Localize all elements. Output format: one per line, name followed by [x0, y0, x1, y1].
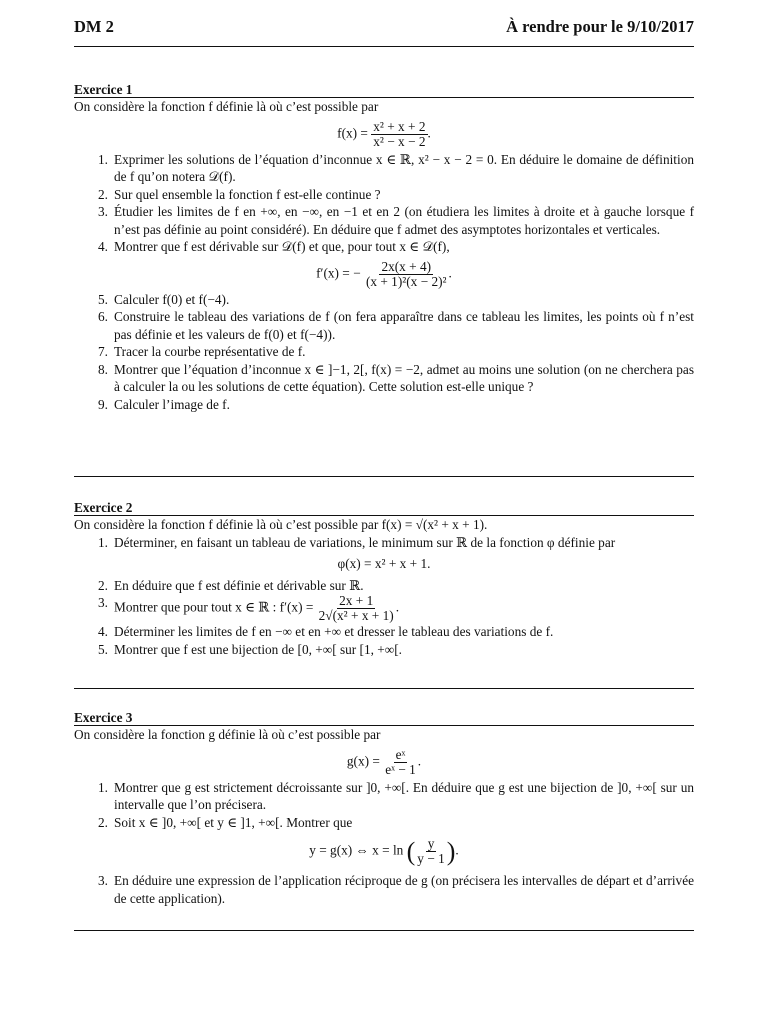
exercise-title: Exercice 2 [74, 500, 694, 516]
list-item: 1. Montrer que g est strictement décroissante sur ]0, +∞[. En déduire que g est une bijection de ]0, +∞[ sur un intervalle que l’on précisera. [98, 779, 694, 812]
assignment-title: DM 2 [74, 17, 114, 36]
list-item: 2. Sur quel ensemble la fonction f est-elle continue ? [98, 186, 381, 202]
list-item: 9. Calculer l’image de f. [98, 396, 230, 412]
list-item: 4. Déterminer les limites de f en −∞ et en +∞ et dresser le tableau des variations de f. [98, 624, 554, 639]
list-item: 1. Déterminer, en faisant un tableau de variations, le minimum sur ℝ de la fonction φ définie par [98, 534, 616, 550]
list-item: 6. Construire le tableau des variations de f (on fera apparaître dans ce tableau les limites, les points où f n’est pas définie et les valeurs de f(0) et f(−4)). [98, 309, 694, 342]
equation: φ(x) = x² + x + 1. [337, 556, 431, 571]
divider [74, 930, 694, 931]
divider [74, 688, 694, 689]
divider [74, 476, 694, 477]
equation: f(x) = $\frac{\text{x² + x + 2}}{\text{x² − x − 2}}$ . [337, 118, 431, 149]
list-item: 5. Calculer f(0) et f(−4). [98, 291, 230, 307]
list-item: 2. En déduire que f est définie et dérivable sur ℝ. [98, 577, 364, 593]
list-item: 4. Montrer que f est dérivable sur 𝒟(f) et que, pour tout x ∈ 𝒟(f), [98, 239, 450, 254]
list-item: 3. Montrer que pour tout x ∈ ℝ : f′(x) = $\frac{2x + 1}{\text{2√(x² + x + 1)}}$ . [98, 593, 400, 623]
page-header [74, 14, 694, 47]
equation: f′(x) = − $\frac{2x(x + 4)}{\text{(x + 1)²(x − 2)²}}$ . [316, 258, 452, 289]
list-item: 3. En déduire une expression de l’application réciproque de g (on précisera les intervalles de départ et d’arrivée de cette application). [98, 873, 694, 906]
exercise-title: Exercice 1 [74, 82, 694, 98]
list-item: 7. Tracer la courbe représentative de f. [98, 344, 306, 359]
exercise-1 [74, 82, 694, 413]
equation: y = g(x) ⇔ x = ln ( $\frac{y}{y - 1}$ ). [309, 836, 459, 866]
list-item: 2. Soit x ∈ ]0, +∞[ et y ∈ ]1, +∞[. Montrer que [98, 814, 353, 830]
exercise-3 [74, 710, 694, 907]
exercise-title: Exercice 3 [74, 710, 694, 726]
exercise-2 [74, 500, 694, 658]
exercise-intro: On considère la fonction f définie là où c’est possible par f(x) = √(x² + x + 1). [74, 517, 488, 532]
due-date: À rendre pour le 9/10/2017 [506, 17, 694, 36]
list-item: 5. Montrer que f est une bijection de [0, +∞[ sur [1, +∞[. [98, 641, 402, 657]
list-item: 3. Étudier les limites de f en +∞, en −∞, en −1 et en 2 (on étudiera les limites à droite et à gauche lorsque f n’est pas définie au point considéré). En déduire que f admet des asymptotes horizontales et verticales. [98, 204, 694, 237]
exercise-intro: On considère la fonction f définie là où c’est possible par [74, 99, 379, 114]
equation: g(x) = $\frac{\text{eˣ}}{\text{eˣ − 1}}$ . [346, 746, 422, 777]
list-item: 1. Exprimer les solutions de l’équation d’inconnue x ∈ ℝ, x² − x − 2 = 0. En déduire le domaine de définition de f qu’on notera 𝒟(f). [98, 151, 694, 184]
exercise-intro: On considère la fonction g définie là où c’est possible par [74, 727, 381, 742]
list-item: 8. Montrer que l’équation d’inconnue x ∈ ]−1, 2[, f(x) = −2, admet au moins une solution (on ne cherchera pas à calculer la ou les solutions de cette équation). Cette solution est-elle unique ? [98, 361, 694, 394]
